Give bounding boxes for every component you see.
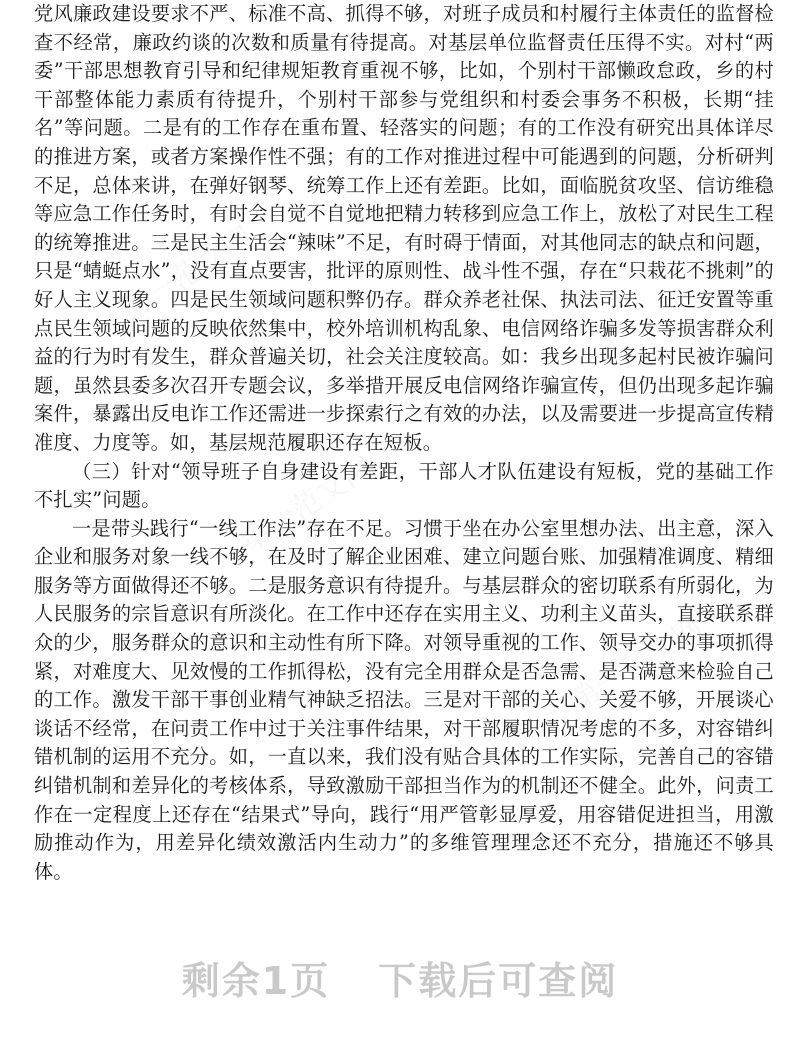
watermark: 第一范文网	[233, 450, 380, 560]
watermark: 第一范文网	[563, 610, 710, 720]
watermark: 第一范文网	[113, 220, 260, 330]
document-body	[34, 0, 774, 886]
download-prompt-banner[interactable]	[0, 950, 800, 1005]
paragraph-continued: 党风廉政建设要求不严、标准不高、抓得不够，对班子成员和村履行主体责任的监督检查不经常，廉政约谈的次数和质量有待提高。对基层单位监督责任压得不实。对村“两委”干部思想教育引导和纪律规矩教育重视不够，比如，个别村干部懒政怠政，乡的村干部整体能力素质有待提升，个别村干部参与党组织和村委会事务不积极，长期“挂名”等问题。二是有的工作存在重布置、轻落实的问题；有的工作没有研究出具体详尽的推进方案，或者方案操作性不强；有的工作对推进过程中可能遇到的问题，分析研判不足，总体来讲，在弹好钢琴、统筹工作上还有差距。比如，面临脱贫攻坚、信访维稳等应急工作任务时，有时会自觉不自觉地把精力转移到应急工作上，放松了对民生工程的统筹推进。三是民主生活会“辣味”不足，有时碍于情面，对其他同志的缺点和问题，只是“蜻蜓点水”，没有直点要害，批评的原则性、战斗性不强，存在“只栽花不挑刺”的好人主义现象。四是民生领域问题积弊仍存。群众养老社保、执法司法、征迁安置等重点民生领域问题的反映依然集中，校外培训机构乱象、电信网络诈骗多发等损害群众利益的行为时有发生，群众普遍关切，社会关注度较高。如：我乡出现多起村民被诈骗问题，虽然县委多次召开专题会议，多举措开展反电信网络诈骗宣传，但仍出现多起诈骗案件，暴露出反电诈工作还需进一步探索行之有效的办法，以及需要进一步提高宣传精准度、力度等。如，基层规范履职还存在短板。	[34, 2, 774, 454]
download-to-view-label: 下载后可查阅	[378, 959, 619, 1003]
section-heading: （三）针对“领导班子自身建设有差距，干部人才队伍建设有短板，党的基础工作不扎实”问题。	[34, 459, 774, 512]
paragraph: 一是带头践行“一线工作法”存在不足。习惯于坐在办公室里想办法、出主意，深入企业和服务对象一线不够，在及时了解企业困难、建立问题台账、加强精准调度、精细服务等方面做得还不够。二是服务意识有待提升。与基层群众的密切联系有所弱化，为人民服务的宗旨意识有所淡化。在工作中还存在实用主义、功利主义苗头，直接联系群众的少，服务群众的意识和主动性有所下降。对领导重视的工作、领导交办的事项抓得紧，对难度大、见效慢的工作抓得松，没有完全用群众是否急需、是否满意来检验自己的工作。激发干部干事创业精气神缺乏招法。三是对干部的关心、关爱不够，开展谈心谈话不经常，在问责工作中过于关注事件结果，对干部履职情况考虑的不多，对容错纠错机制的运用不充分。如，一直以来，我们没有贴合具体的工作实际，完善自己的容错纠错机制和差异化的考核体系，导致激励干部担当作为的机制还不健全。此外，问责工作在一定程度上还存在“结果式”导向，践行“用严管彰显厚爱，用容错促进担当，用激励推动作为，用差异化绩效激活内生动力”的多维管理理念还不充分，措施还不够具体。	[34, 516, 774, 883]
remaining-pages-label: 剩余1页	[181, 959, 331, 1003]
